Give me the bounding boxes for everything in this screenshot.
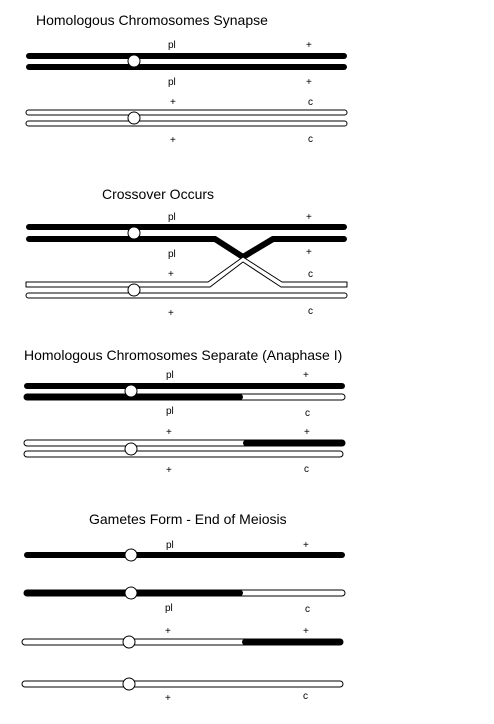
centromere	[128, 55, 140, 67]
allele-label: c	[305, 604, 310, 615]
allele-label: +	[304, 427, 310, 438]
allele-label: c	[305, 408, 310, 419]
maternal-chromatid	[26, 110, 347, 115]
allele-label: pl	[166, 406, 174, 417]
allele-label: +	[165, 693, 171, 704]
maternal-chromatid	[26, 121, 347, 126]
allele-label: pl	[168, 77, 176, 88]
allele-label: +	[170, 97, 176, 108]
allele-label: pl	[168, 40, 176, 51]
allele-label: c	[308, 97, 313, 108]
centromere	[125, 549, 137, 561]
paternal-segment	[242, 639, 343, 645]
panel-title: Homologous Chromosomes Separate (Anaphase I)	[24, 347, 343, 363]
centromere	[128, 227, 140, 239]
allele-label: +	[306, 77, 312, 88]
maternal-chromatid	[24, 451, 343, 457]
centromere	[125, 385, 137, 397]
panel-gametes	[22, 511, 345, 704]
allele-label: +	[306, 212, 312, 223]
allele-label: pl	[165, 603, 173, 614]
panel-crossover	[26, 186, 347, 319]
paternal-segment	[243, 440, 345, 446]
allele-label: c	[308, 134, 313, 145]
maternal-chromatid	[26, 293, 347, 298]
allele-label: +	[170, 135, 176, 146]
allele-label: +	[166, 465, 172, 476]
panel-synapse	[26, 12, 347, 146]
allele-label: +	[306, 247, 312, 258]
centromere	[125, 587, 137, 599]
allele-label: pl	[166, 540, 174, 551]
allele-label: c	[303, 691, 308, 702]
allele-label: +	[303, 370, 309, 381]
allele-label: +	[303, 626, 309, 637]
panel-title: Homologous Chromosomes Synapse	[36, 12, 268, 28]
allele-label: c	[304, 464, 309, 475]
crossing-maternal-chromatid	[26, 257, 347, 287]
allele-label: c	[308, 269, 313, 280]
paternal-chromatid	[26, 224, 347, 230]
panel-title: Crossover Occurs	[102, 186, 215, 202]
centromere	[123, 636, 135, 648]
allele-label: +	[168, 269, 174, 280]
crossing-paternal-chromatid	[29, 239, 344, 257]
allele-label: +	[303, 540, 309, 551]
allele-label: pl	[168, 249, 176, 260]
centromere	[128, 112, 140, 124]
gamete-chromosome	[24, 552, 345, 558]
panel-separation	[24, 347, 345, 476]
allele-label: +	[168, 308, 174, 319]
panel-title: Gametes Form - End of Meiosis	[89, 511, 287, 527]
allele-label: pl	[166, 370, 174, 381]
paternal-chromatid	[26, 53, 347, 59]
paternal-chromatid	[24, 383, 345, 389]
allele-label: pl	[168, 212, 176, 223]
allele-label: +	[165, 626, 171, 637]
centromere	[128, 284, 140, 296]
paternal-chromatid	[26, 64, 347, 70]
centromere	[123, 678, 135, 690]
allele-label: +	[166, 427, 172, 438]
allele-label: c	[308, 306, 313, 317]
gamete-chromosome	[22, 681, 343, 687]
allele-label: +	[306, 40, 312, 51]
centromere	[125, 443, 137, 455]
